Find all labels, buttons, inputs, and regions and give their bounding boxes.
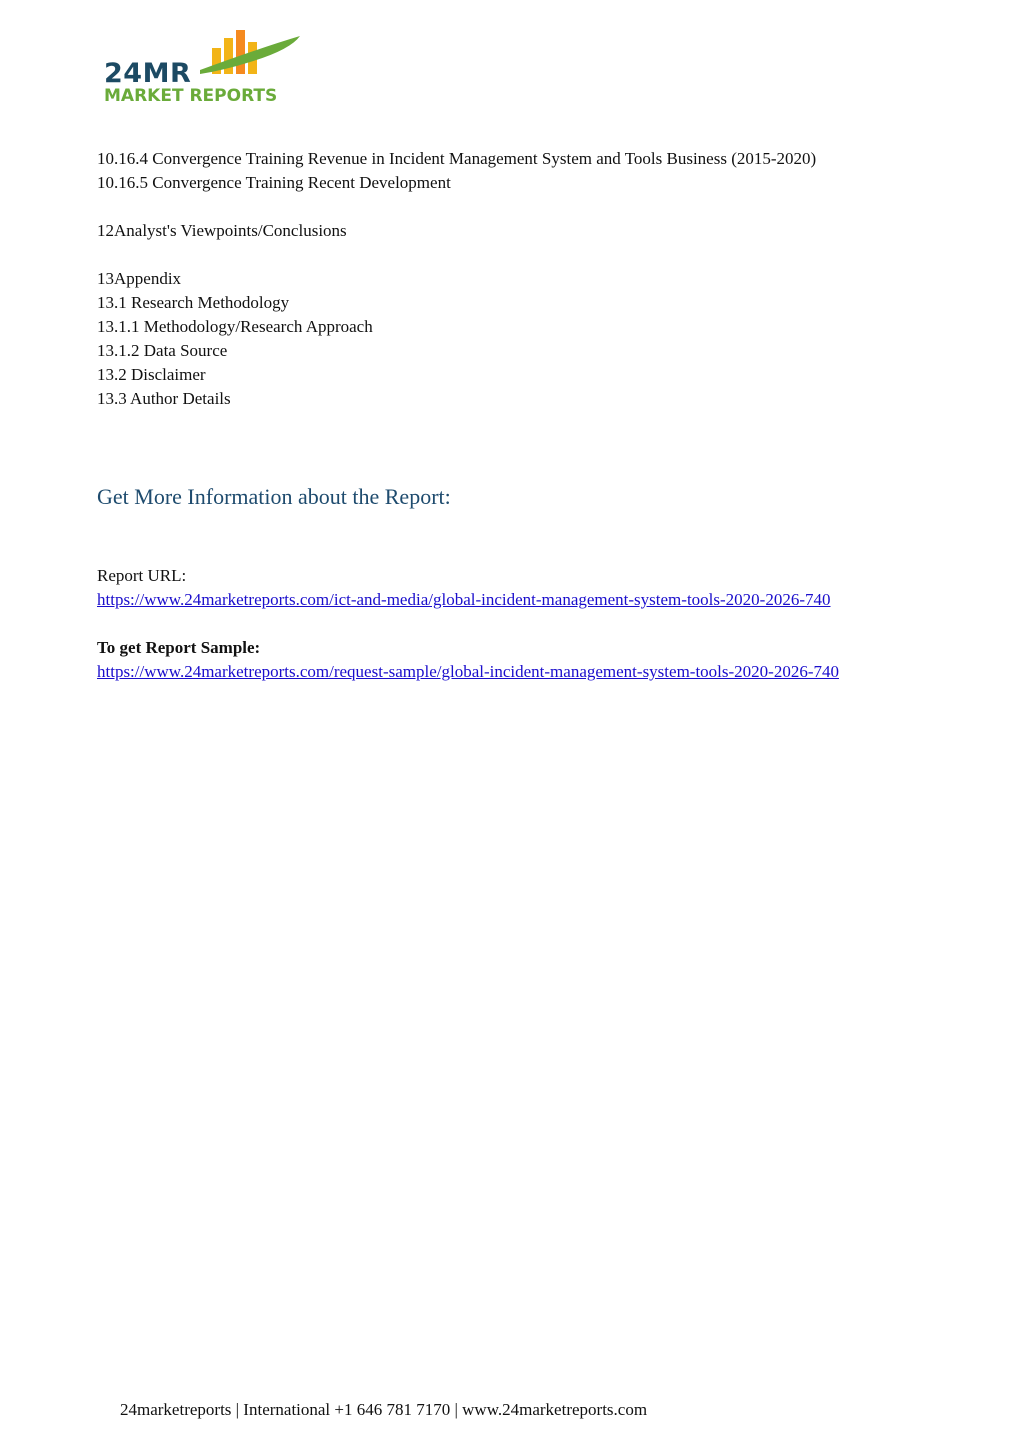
- spacer: [97, 195, 977, 219]
- table-of-contents: [97, 147, 977, 411]
- sample-label: To get Report Sample:: [97, 638, 261, 657]
- sample-url-link[interactable]: https://www.24marketreports.com/request-sample/global-incident-management-system-tools-2020-2026-740: [97, 662, 839, 681]
- spacer: [97, 243, 977, 267]
- toc-line: 13.2 Disclaimer: [97, 365, 206, 384]
- info-heading: Get More Information about the Report:: [97, 484, 451, 509]
- page-footer: 24marketreports | International +1 646 781 7170 | www.24marketreports.com: [120, 1400, 648, 1419]
- spacer: [97, 612, 839, 636]
- toc-line: 13.1 Research Methodology: [97, 293, 290, 312]
- brand-logo: [100, 28, 310, 108]
- toc-line: 10.16.4 Convergence Training Revenue in Incident Management System and Tools Business (2015-2020): [97, 149, 817, 168]
- toc-line: 13.1.2 Data Source: [97, 341, 228, 360]
- logo-name-top: 24MR: [104, 58, 192, 89]
- logo-name-bottom: MARKET REPORTS: [104, 86, 278, 106]
- toc-line: 13.3 Author Details: [97, 389, 231, 408]
- report-url-label: Report URL:: [97, 566, 187, 585]
- report-url-link[interactable]: https://www.24marketreports.com/ict-and-media/global-incident-management-system-tools-2020-2026-740: [97, 590, 831, 609]
- toc-line: 12Analyst's Viewpoints/Conclusions: [97, 221, 347, 240]
- toc-line: 10.16.5 Convergence Training Recent Development: [97, 173, 451, 192]
- toc-line: 13Appendix: [97, 269, 182, 288]
- toc-line: 13.1.1 Methodology/Research Approach: [97, 317, 373, 336]
- report-links: [97, 564, 839, 684]
